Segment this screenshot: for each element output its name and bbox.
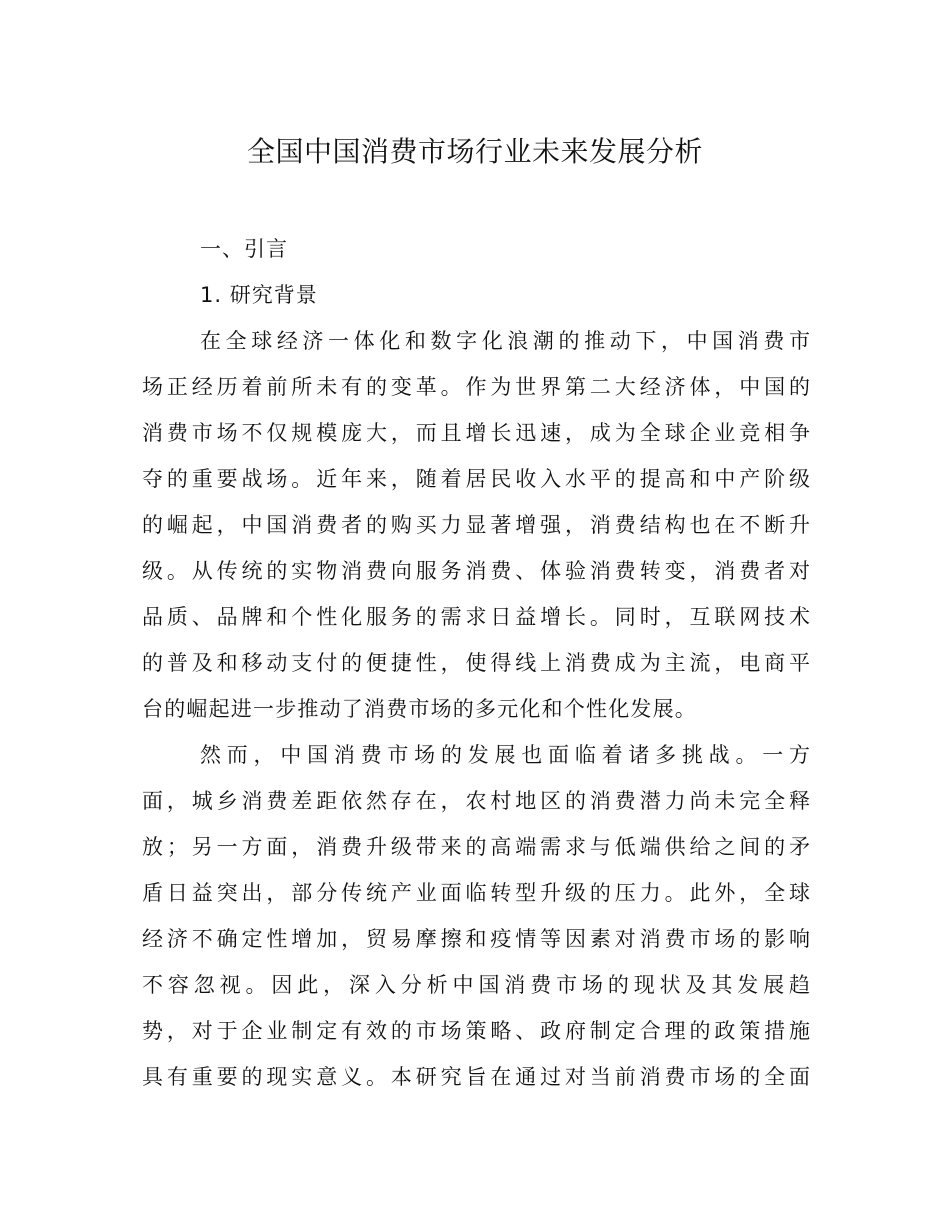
paragraph-line: 级。从传统的实物消费向服务消费、体验消费转变，消费者对 xyxy=(142,559,810,583)
paragraph-line: 不容忽视。因此，深入分析中国消费市场的现状及其发展趋 xyxy=(142,973,810,997)
document-body xyxy=(142,226,810,1100)
paragraph-line: 消费市场不仅规模庞大，而且增长迅速，成为全球企业竞相争 xyxy=(142,421,810,445)
paragraph-line: 经济不确定性增加，贸易摩擦和疫情等因素对消费市场的影响 xyxy=(142,927,810,951)
paragraph-line: 的崛起，中国消费者的购买力显著增强，消费结构也在不断升 xyxy=(142,513,810,537)
paragraph-line: 夺的重要战场。近年来，随着居民收入水平的提高和中产阶级 xyxy=(142,467,810,491)
paragraph-line: 品质、品牌和个性化服务的需求日益增长。同时，互联网技术 xyxy=(142,605,810,629)
paragraph-2 xyxy=(142,732,810,1100)
paragraph-line: 场正经历着前所未有的变革。作为世界第二大经济体，中国的 xyxy=(142,375,810,399)
paragraph-line: 盾日益突出，部分传统产业面临转型升级的压力。此外，全球 xyxy=(142,881,810,905)
paragraph-line: 势，对于企业制定有效的市场策略、政府制定合理的政策措施 xyxy=(142,1019,810,1043)
paragraph-1 xyxy=(142,318,810,732)
section-heading: 一、引言 xyxy=(200,237,288,261)
paragraph-line: 面，城乡消费差距依然存在，农村地区的消费潜力尚未完全释 xyxy=(142,789,810,813)
paragraph-line: 的普及和移动支付的便捷性，使得线上消费成为主流，电商平 xyxy=(142,651,810,675)
document-title: 全国中国消费市场行业未来发展分析 xyxy=(246,134,703,168)
paragraph-line: 放；另一方面，消费升级带来的高端需求与低端供给之间的矛 xyxy=(142,835,810,859)
paragraph-line: 在全球经济一体化和数字化浪潮的推动下，中国消费市 xyxy=(200,329,810,353)
subsection-heading: 1. 研究背景 xyxy=(200,283,318,307)
paragraph-line: 具有重要的现实意义。本研究旨在通过对当前消费市场的全面 xyxy=(142,1065,810,1089)
paragraph-line: 台的崛起进一步推动了消费市场的多元化和个性化发展。 xyxy=(142,697,697,721)
paragraph-line: 然而，中国消费市场的发展也面临着诸多挑战。一方 xyxy=(200,743,810,767)
